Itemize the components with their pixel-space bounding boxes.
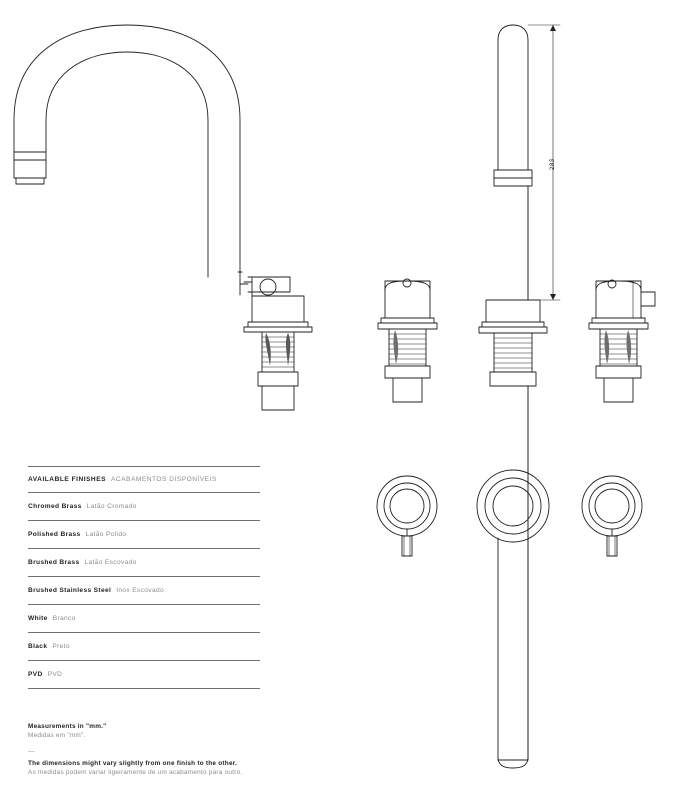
finish-row [28, 521, 260, 548]
measurement-note [28, 722, 358, 740]
finishes-heading-row [28, 467, 260, 492]
handle-side-elevation [589, 280, 655, 402]
variation-note-en: The dimensions might vary slightly from one finish to the other. [28, 760, 238, 767]
handle-front-elevation [378, 279, 437, 402]
finish-name-pt: Inox Escovado [116, 587, 164, 594]
spout-front-elevation [479, 25, 547, 760]
finish-name-pt: Preto [52, 643, 70, 650]
finish-row [28, 549, 260, 576]
finishes-heading-pt: ACABAMENTOS DISPONÍVEIS [111, 476, 217, 483]
spout-side-elevation [14, 25, 290, 296]
finishes-heading-en: AVAILABLE FINISHES [28, 476, 106, 483]
finish-row [28, 577, 260, 604]
finish-name-en: Black [28, 643, 48, 650]
available-finishes-table [28, 466, 260, 689]
footnotes [28, 722, 358, 786]
finish-name-pt: Latão Escovado [84, 559, 137, 566]
variation-note-pt: As medidas podem variar ligeiramente de um acabamento para outro. [28, 769, 243, 776]
handle-plan-view-right [582, 476, 642, 556]
finish-name-en: Brushed Brass [28, 559, 80, 566]
finish-name-en: Polished Brass [28, 531, 81, 538]
measurement-note-en: Measurements in "mm." [28, 723, 107, 730]
table-divider [28, 688, 260, 689]
handle-plan-view-left [377, 476, 437, 556]
finish-row [28, 661, 260, 688]
note-divider: — [28, 748, 35, 755]
finish-name-pt: Branco [52, 615, 76, 622]
finish-name-en: White [28, 615, 48, 622]
finish-name-pt: Latão Cromado [86, 503, 137, 510]
finish-name-pt: Latão Polido [85, 531, 127, 538]
finish-name-en: Chromed Brass [28, 503, 82, 510]
finish-row [28, 493, 260, 520]
spout-base-assembly [244, 296, 312, 410]
finish-row [28, 605, 260, 632]
finish-name-en: PVD [28, 671, 43, 678]
dimension-label-283: 283 [549, 158, 556, 170]
finish-row [28, 633, 260, 660]
measurement-note-pt: Medidas em "mm". [28, 732, 86, 739]
finish-name-pt: PVD [47, 671, 63, 678]
finish-name-en: Brushed Stainless Steel [28, 587, 112, 594]
variation-note [28, 759, 358, 777]
spout-plan-view-center [477, 470, 549, 768]
